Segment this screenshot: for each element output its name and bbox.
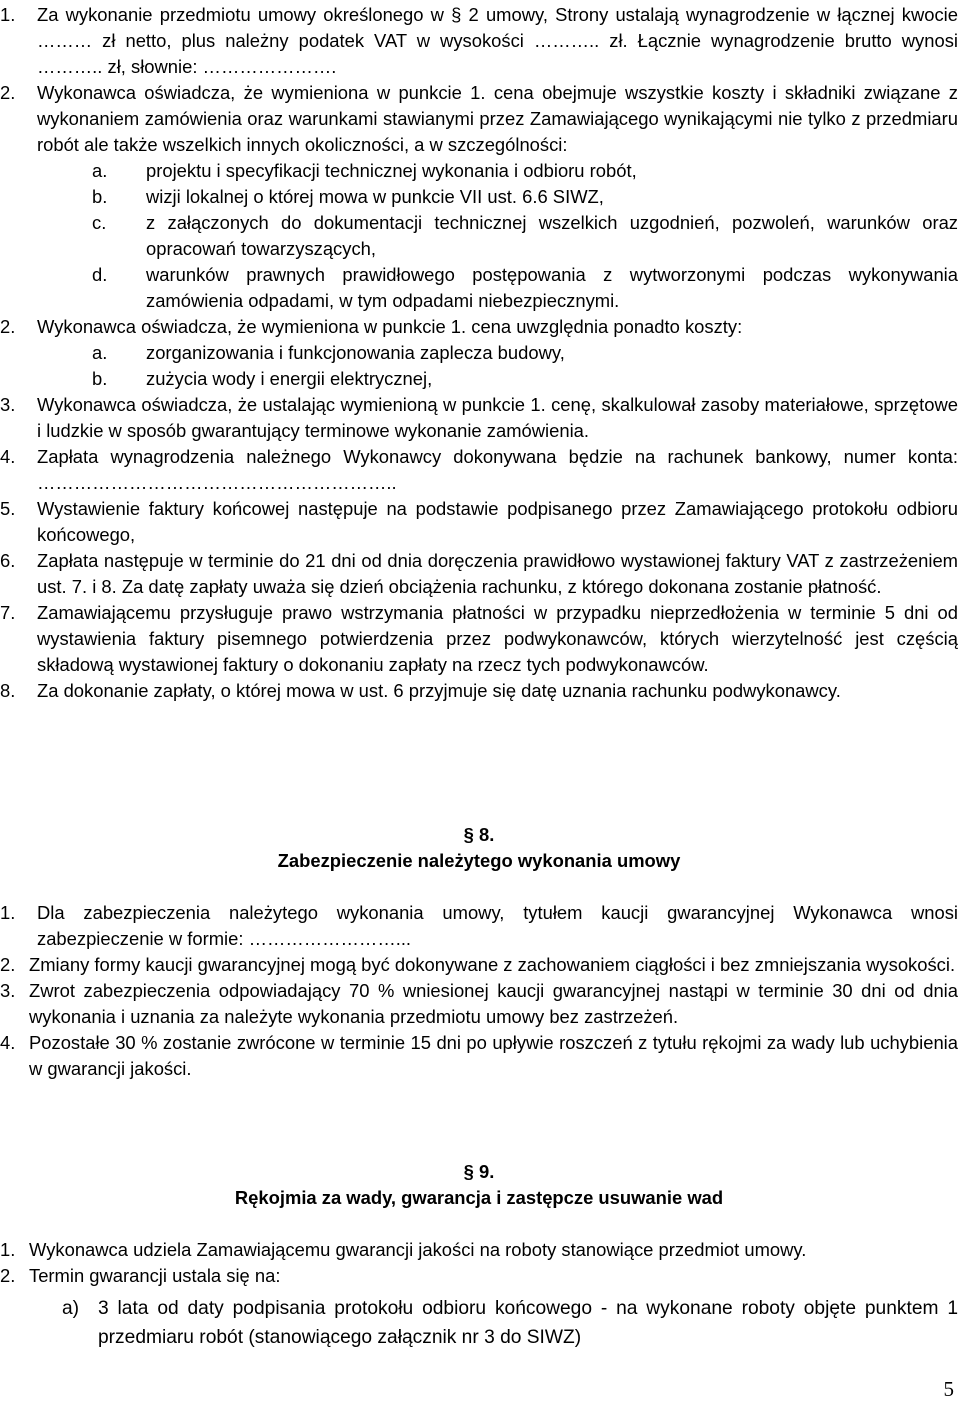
sub-item-letter: a) bbox=[62, 1298, 80, 1319]
list-item bbox=[0, 1030, 958, 1082]
item-number: 7. bbox=[0, 602, 16, 623]
item-text: Zapłata wynagrodzenia należnego Wykonawcy dokonywana będzie na rachunek bankowy, numer konta: ………………………………………………….. bbox=[37, 446, 958, 493]
list-item bbox=[0, 952, 958, 978]
list-item bbox=[0, 900, 958, 952]
sub-item-letter: b. bbox=[92, 186, 108, 207]
item-text: Wystawienie faktury końcowej następuje na podstawie podpisanego przez Zamawiającego protokołu odbioru końcowego, bbox=[37, 498, 958, 545]
item-number: 2. bbox=[0, 1265, 16, 1286]
item-text: Za dokonanie zapłaty, o której mowa w ust. 6 przyjmuje się datę uznania rachunku podwykonawcy. bbox=[37, 680, 841, 701]
item-number: 2. bbox=[0, 82, 16, 103]
item-text: Zapłata następuje w terminie do 21 dni od dnia doręczenia prawidłowo wystawionej faktury VAT z zastrzeżeniem ust. 7. i 8. Za datę zapłaty uważa się dzień obciążenia rachunku, z którego dokonana zostanie płatność. bbox=[37, 550, 958, 597]
item-text: Termin gwarancji ustala się na: bbox=[29, 1265, 281, 1286]
section-7-list bbox=[0, 2, 958, 704]
list-item bbox=[0, 444, 958, 496]
item-text: Zwrot zabezpieczenia odpowiadający 70 % wniesionej kaucji gwarancyjnej nastąpi w terminie 30 dni od dnia wykonania i uznania za należyte wykonania przedmiotu umowy bez zastrzeżeń. bbox=[29, 980, 958, 1027]
sub-item bbox=[92, 158, 958, 184]
list-item bbox=[0, 978, 958, 1030]
item-text: Zmiany formy kaucji gwarancyjnej mogą być dokonywane z zachowaniem ciągłości i bez zmniejszania wysokości. bbox=[29, 954, 956, 975]
sub-item-letter: a. bbox=[92, 342, 108, 363]
item-number: 3. bbox=[0, 980, 16, 1001]
list-item bbox=[0, 314, 958, 340]
item-text: Za wykonanie przedmiotu umowy określonego w § 2 umowy, Strony ustalają wynagrodzenie w łącznej kwocie ……… zł netto, plus należny podatek VAT w wysokości ……….. zł. Łącznie wynagrodzenie brutto wynosi ……….. zł, słownie: …………………. bbox=[37, 4, 958, 77]
sub-item-text: z załączonych do dokumentacji technicznej wszelkich uzgodnień, pozwoleń, warunków oraz opracowań towarzyszących, bbox=[146, 212, 958, 259]
item-number: 3. bbox=[0, 394, 16, 415]
sub-item bbox=[92, 340, 958, 366]
list-item bbox=[0, 496, 958, 548]
sub-item-text: wizji lokalnej o której mowa w punkcie VII ust. 6.6 SIWZ, bbox=[146, 186, 604, 207]
section-title: Zabezpieczenie należytego wykonania umowy bbox=[277, 850, 681, 871]
sub-item-letter: b. bbox=[92, 368, 108, 389]
item-text: Wykonawca oświadcza, że ustalając wymienioną w punkcie 1. cenę, skalkulował zasoby materiałowe, sprzętowe i ludzkie w sposób gwarantujący terminowe wykonanie zamówienia. bbox=[37, 394, 958, 441]
list-item bbox=[0, 392, 958, 444]
page-number: 5 bbox=[943, 1377, 954, 1401]
section-8 bbox=[0, 822, 958, 1082]
list-item bbox=[0, 80, 958, 158]
section-number: § 9. bbox=[463, 1161, 495, 1182]
item-number: 6. bbox=[0, 550, 16, 571]
item-text: Zamawiającemu przysługuje prawo wstrzymania płatności w przypadku nieprzedłożenia w terminie 5 dni od wystawienia faktury pisemnego potwierdzenia przez podwykonawców, których wierzytelność jest częścią składową wystawionej faktury o dokonaniu zapłaty na rzecz tych podwykonawców. bbox=[37, 602, 958, 675]
sub-item bbox=[92, 262, 958, 314]
item-number: 2. bbox=[0, 316, 16, 337]
sub-item bbox=[62, 1294, 958, 1352]
list-item bbox=[0, 2, 958, 80]
sub-item-text: zorganizowania i funkcjonowania zaplecza budowy, bbox=[146, 342, 565, 363]
list-item bbox=[0, 600, 958, 678]
sub-item-text: 3 lata od daty podpisania protokołu odbioru końcowego - na wykonane roboty objęte punktem 1 przedmiaru robót (stanowiącego załącznik nr 3 do SIWZ) bbox=[98, 1298, 958, 1348]
sub-item-letter: c. bbox=[92, 212, 107, 233]
sub-item bbox=[92, 366, 958, 392]
item-number: 1. bbox=[0, 4, 16, 25]
list-item bbox=[0, 1237, 958, 1263]
item-text: Wykonawca oświadcza, że wymieniona w punkcie 1. cena uwzględnia ponadto koszty: bbox=[37, 316, 743, 337]
item-number: 5. bbox=[0, 498, 16, 519]
item-text: Wykonawca udziela Zamawiającemu gwarancji jakości na roboty stanowiące przedmiot umowy. bbox=[29, 1239, 807, 1260]
item-text: Pozostałe 30 % zostanie zwrócone w terminie 15 dni po upływie roszczeń z tytułu rękojmi za wady lub uchybienia w gwarancji jakości. bbox=[29, 1032, 958, 1079]
section-number: § 8. bbox=[463, 824, 495, 845]
sub-item-text: projektu i specyfikacji technicznej wykonania i odbioru robót, bbox=[146, 160, 637, 181]
item-number: 1. bbox=[0, 902, 16, 923]
sub-item-letter: d. bbox=[92, 264, 108, 285]
item-number: 4. bbox=[0, 1032, 16, 1053]
list-item bbox=[0, 1263, 958, 1289]
section-title: Rękojmia za wady, gwarancja i zastępcze usuwanie wad bbox=[234, 1187, 724, 1208]
sub-item-letter: a. bbox=[92, 160, 108, 181]
item-text: Wykonawca oświadcza, że wymieniona w punkcie 1. cena obejmuje wszystkie koszty i składniki związane z wykonaniem zamówienia oraz warunkami stawianymi przez Zamawiającego wynikającymi nie tylko z przedmiaru robót ale także wszelkich innych okoliczności, a w szczególności: bbox=[37, 82, 958, 155]
item-number: 2. bbox=[0, 954, 16, 975]
item-number: 4. bbox=[0, 446, 16, 467]
sub-item-text: zużycia wody i energii elektrycznej, bbox=[146, 368, 433, 389]
section-9 bbox=[0, 1159, 958, 1352]
list-item bbox=[0, 548, 958, 600]
sub-item-text: warunków prawnych prawidłowego postępowania z wytworzonymi podczas wykonywania zamówienia odpadami, w tym odpadami niebezpiecznymi. bbox=[146, 264, 958, 311]
item-text: Dla zabezpieczenia należytego wykonania umowy, tytułem kaucji gwarancyjnej Wykonawca wnosi zabezpieczenie w formie: ……………………... bbox=[37, 902, 958, 949]
list-item bbox=[0, 678, 958, 704]
item-number: 8. bbox=[0, 680, 16, 701]
sub-item bbox=[92, 210, 958, 262]
sub-item bbox=[92, 184, 958, 210]
item-number: 1. bbox=[0, 1239, 16, 1260]
